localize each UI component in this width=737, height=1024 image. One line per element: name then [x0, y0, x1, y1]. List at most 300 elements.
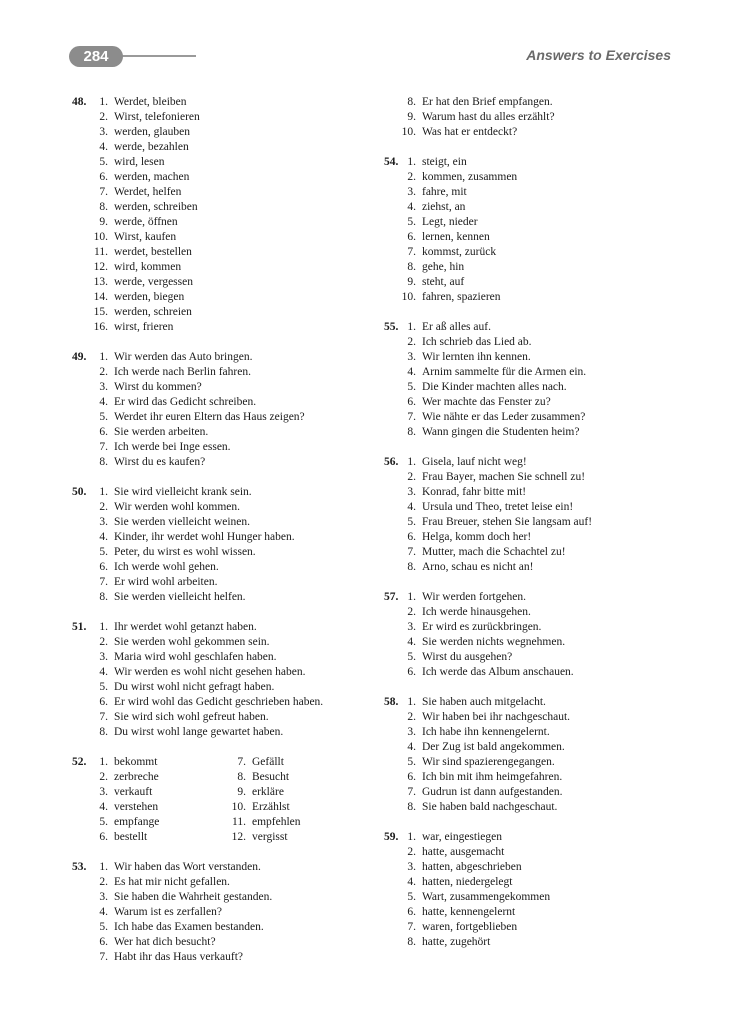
- item-text: Er wird es zurückbringen.: [422, 621, 542, 633]
- answer-pair-row: [72, 800, 372, 815]
- item-number: 5.: [407, 651, 416, 663]
- item-text: verkauft: [114, 786, 153, 798]
- answer-item: [380, 200, 680, 215]
- answer-item: [380, 725, 680, 740]
- answer-item: [380, 455, 680, 470]
- item-text: Sie werden vielleicht weinen.: [114, 516, 251, 528]
- item-text: war, eingestiegen: [422, 831, 503, 843]
- answer-item: [380, 515, 680, 530]
- answer-item: [380, 320, 680, 335]
- answer-item: [72, 710, 372, 725]
- exercise-number: 50.: [72, 486, 87, 498]
- answer-pair-row: [72, 815, 372, 830]
- item-text: Es hat mir nicht gefallen.: [114, 876, 230, 888]
- answer-item: [72, 950, 372, 965]
- item-text: Er wird wohl das Gedicht geschrieben haben.: [114, 696, 324, 708]
- item-number: 7.: [99, 711, 108, 723]
- item-text: Ich werde nach Berlin fahren.: [114, 366, 251, 378]
- item-number: 4.: [99, 531, 108, 543]
- item-text: Er aß alles auf.: [422, 321, 491, 333]
- item-text: hatte, ausgemacht: [422, 846, 505, 858]
- item-number: 4.: [99, 906, 108, 918]
- item-text: Ich werde hinausgehen.: [422, 606, 531, 618]
- answer-list: [380, 590, 680, 680]
- answer-item: [380, 650, 680, 665]
- item-number: 7.: [99, 186, 108, 198]
- answer-item: [72, 215, 372, 230]
- item-number: 8.: [407, 936, 416, 948]
- answer-item: [380, 860, 680, 875]
- answer-item: [380, 560, 680, 575]
- answer-item: [380, 785, 680, 800]
- item-text: Konrad, fahr bitte mit!: [422, 486, 527, 498]
- item-text: Gisela, lauf nicht weg!: [422, 456, 527, 468]
- answer-item: [380, 830, 680, 845]
- answer-item: [72, 170, 372, 185]
- answer-item: [72, 680, 372, 695]
- item-number: 6.: [99, 831, 108, 843]
- item-text: verstehen: [114, 801, 159, 813]
- exercise-block: [72, 620, 372, 740]
- item-number: 2.: [99, 366, 108, 378]
- item-number: 3.: [99, 651, 108, 663]
- item-number: 3.: [407, 186, 416, 198]
- item-number: 1.: [99, 486, 108, 498]
- item-number: 2.: [99, 501, 108, 513]
- answer-item: [380, 245, 680, 260]
- item-number: 4.: [407, 741, 416, 753]
- item-text: Gefällt: [252, 756, 284, 768]
- answer-list: [72, 350, 372, 470]
- item-number: 5.: [407, 381, 416, 393]
- item-text: Wir werden wohl kommen.: [114, 501, 241, 513]
- answer-item: [72, 425, 372, 440]
- item-number: 9.: [237, 786, 246, 798]
- answer-item: [72, 650, 372, 665]
- item-text: Was hat er entdeckt?: [422, 126, 518, 138]
- answer-item: [380, 530, 680, 545]
- item-text: Werdet ihr euren Eltern das Haus zeigen?: [114, 411, 305, 423]
- answer-item: [72, 575, 372, 590]
- item-text: Wer machte das Fenster zu?: [422, 396, 551, 408]
- item-number: 5.: [99, 921, 108, 933]
- exercise-block: [72, 755, 372, 845]
- item-text: erkläre: [252, 786, 284, 798]
- answer-item: [192, 830, 332, 845]
- item-number: 1.: [407, 831, 416, 843]
- item-number: 2.: [407, 846, 416, 858]
- answer-item: [380, 380, 680, 395]
- answer-item: [72, 785, 192, 800]
- answer-list: [72, 485, 372, 605]
- item-number: 10.: [231, 801, 246, 813]
- item-number: 4.: [407, 636, 416, 648]
- answer-item: [380, 95, 680, 110]
- item-number: 7.: [99, 576, 108, 588]
- item-text: lernen, kennen: [422, 231, 490, 243]
- answer-item: [380, 800, 680, 815]
- item-number: 2.: [407, 471, 416, 483]
- answer-item: [192, 800, 332, 815]
- item-number: 6.: [407, 771, 416, 783]
- answer-list: [380, 695, 680, 815]
- item-text: Wart, zusammengekommen: [422, 891, 551, 903]
- answer-item: [72, 455, 372, 470]
- answer-item: [72, 95, 372, 110]
- answer-item: [72, 770, 192, 785]
- item-number: 6.: [407, 531, 416, 543]
- exercise-number: 53.: [72, 861, 87, 873]
- item-text: Warum ist es zerfallen?: [114, 906, 222, 918]
- answer-item: [380, 845, 680, 860]
- answer-item: [72, 305, 372, 320]
- item-text: Wir haben bei ihr nachgeschaut.: [422, 711, 571, 723]
- answer-item: [72, 860, 372, 875]
- answer-item: [380, 230, 680, 245]
- answer-item: [72, 395, 372, 410]
- item-text: Werdet, helfen: [114, 186, 182, 198]
- answer-item: [380, 935, 680, 950]
- item-text: waren, fortgeblieben: [422, 921, 518, 933]
- answer-item: [72, 620, 372, 635]
- answer-list: [380, 155, 680, 305]
- item-number: 6.: [99, 561, 108, 573]
- item-text: Maria wird wohl geschlafen haben.: [114, 651, 277, 663]
- item-text: Ich werde das Album anschauen.: [422, 666, 574, 678]
- item-number: 6.: [407, 231, 416, 243]
- item-text: Helga, komm doch her!: [422, 531, 532, 543]
- exercise-block: [380, 695, 680, 815]
- answer-item: [380, 635, 680, 650]
- item-text: werden, glauben: [114, 126, 190, 138]
- item-text: wird, lesen: [114, 156, 165, 168]
- answer-item: [380, 110, 680, 125]
- item-number: 8.: [407, 426, 416, 438]
- item-number: 4.: [407, 201, 416, 213]
- item-text: fahren, spazieren: [422, 291, 501, 303]
- answer-item: [72, 485, 372, 500]
- answer-item: [380, 590, 680, 605]
- answer-item: [72, 155, 372, 170]
- item-number: 1.: [99, 621, 108, 633]
- item-number: 7.: [407, 411, 416, 423]
- item-number: 7.: [99, 951, 108, 963]
- item-text: werden, machen: [114, 171, 190, 183]
- exercise-block: [72, 485, 372, 605]
- item-number: 3.: [99, 891, 108, 903]
- exercise-number: 59.: [384, 831, 399, 843]
- item-text: Wir haben das Wort verstanden.: [114, 861, 261, 873]
- item-number: 5.: [407, 756, 416, 768]
- item-number: 8.: [237, 771, 246, 783]
- item-number: 7.: [407, 921, 416, 933]
- item-text: Ich schrieb das Lied ab.: [422, 336, 532, 348]
- item-text: werde, vergessen: [114, 276, 193, 288]
- answer-item: [72, 635, 372, 650]
- exercise-block: [380, 95, 680, 140]
- item-number: 5.: [407, 891, 416, 903]
- exercise-block: [380, 590, 680, 680]
- item-number: 6.: [407, 666, 416, 678]
- answer-item: [380, 485, 680, 500]
- answer-item: [72, 275, 372, 290]
- item-number: 8.: [407, 801, 416, 813]
- item-number: 2.: [99, 771, 108, 783]
- item-number: 3.: [99, 381, 108, 393]
- answer-item: [380, 665, 680, 680]
- answer-item: [380, 155, 680, 170]
- answer-item: [380, 470, 680, 485]
- item-number: 4.: [99, 801, 108, 813]
- answer-pair-row: [72, 755, 372, 770]
- item-number: 1.: [407, 156, 416, 168]
- item-text: Werdet, bleiben: [114, 96, 187, 108]
- answer-item: [72, 245, 372, 260]
- item-text: Du wirst wohl nicht gefragt haben.: [114, 681, 275, 693]
- item-text: Wirst du ausgehen?: [422, 651, 513, 663]
- exercise-block: [72, 860, 372, 965]
- answer-item: [380, 710, 680, 725]
- answer-item: [380, 905, 680, 920]
- item-number: 6.: [99, 426, 108, 438]
- exercise-block: [72, 350, 372, 470]
- answer-item: [72, 725, 372, 740]
- item-text: hatte, kennengelernt: [422, 906, 516, 918]
- item-number: 9.: [407, 111, 416, 123]
- item-number: 6.: [99, 171, 108, 183]
- item-text: werden, schreiben: [114, 201, 198, 213]
- item-number: 4.: [407, 876, 416, 888]
- item-number: 10.: [401, 291, 416, 303]
- item-number: 5.: [99, 681, 108, 693]
- answer-item: [72, 320, 372, 335]
- exercise-block: [380, 455, 680, 575]
- answer-item: [380, 260, 680, 275]
- item-text: empfange: [114, 816, 160, 828]
- item-number: 7.: [407, 546, 416, 558]
- item-text: Wirst du kommen?: [114, 381, 202, 393]
- answer-item: [72, 110, 372, 125]
- item-text: ziehst, an: [422, 201, 466, 213]
- page-header: [0, 0, 737, 80]
- item-text: Ursula und Theo, tretet leise ein!: [422, 501, 574, 513]
- item-text: Besucht: [252, 771, 290, 783]
- item-text: fahre, mit: [422, 186, 467, 198]
- answer-item: [72, 545, 372, 560]
- answer-item: [72, 875, 372, 890]
- answer-item: [72, 380, 372, 395]
- item-number: 8.: [407, 561, 416, 573]
- answer-item: [380, 890, 680, 905]
- answer-item: [380, 335, 680, 350]
- item-number: 6.: [407, 906, 416, 918]
- item-number: 3.: [407, 351, 416, 363]
- item-text: Sie werden vielleicht helfen.: [114, 591, 246, 603]
- answer-item: [380, 620, 680, 635]
- answer-item: [72, 185, 372, 200]
- item-text: Du wirst wohl lange gewartet haben.: [114, 726, 284, 738]
- item-number: 4.: [99, 396, 108, 408]
- answer-item: [380, 125, 680, 140]
- item-number: 6.: [99, 936, 108, 948]
- item-text: empfehlen: [252, 816, 301, 828]
- answer-item: [72, 815, 192, 830]
- answer-list: [72, 95, 372, 335]
- item-text: Wir werden es wohl nicht gesehen haben.: [114, 666, 306, 678]
- item-number: 1.: [407, 321, 416, 333]
- answer-list: [72, 755, 372, 845]
- answer-item: [72, 560, 372, 575]
- item-text: Ich habe das Examen bestanden.: [114, 921, 264, 933]
- answer-item: [72, 125, 372, 140]
- item-text: Ich habe ihn kennengelernt.: [422, 726, 550, 738]
- answer-list: [380, 455, 680, 575]
- item-number: 4.: [99, 141, 108, 153]
- answer-item: [380, 695, 680, 710]
- item-number: 5.: [99, 816, 108, 828]
- answer-item: [72, 590, 372, 605]
- item-text: Er wird das Gedicht schreiben.: [114, 396, 257, 408]
- answer-list: [380, 320, 680, 440]
- item-number: 1.: [407, 456, 416, 468]
- item-number: 12.: [93, 261, 108, 273]
- answer-item: [192, 770, 332, 785]
- item-text: Wir sind spazierengegangen.: [422, 756, 555, 768]
- item-number: 2.: [99, 636, 108, 648]
- item-text: Wirst du es kaufen?: [114, 456, 206, 468]
- item-number: 1.: [407, 591, 416, 603]
- item-number: 8.: [407, 96, 416, 108]
- item-text: werdet, bestellen: [114, 246, 192, 258]
- item-number: 6.: [407, 396, 416, 408]
- answer-item: [72, 830, 192, 845]
- answer-item: [380, 275, 680, 290]
- item-text: Peter, du wirst es wohl wissen.: [114, 546, 256, 558]
- item-number: 11.: [232, 816, 246, 828]
- item-number: 10.: [401, 126, 416, 138]
- item-text: Frau Bayer, machen Sie schnell zu!: [422, 471, 586, 483]
- answer-item: [380, 170, 680, 185]
- item-text: gehe, hin: [422, 261, 465, 273]
- item-text: Wir lernten ihn kennen.: [422, 351, 531, 363]
- item-text: Ich bin mit ihm heimgefahren.: [422, 771, 563, 783]
- exercise-number: 56.: [384, 456, 399, 468]
- answer-item: [72, 695, 372, 710]
- answer-item: [72, 440, 372, 455]
- answer-item: [380, 755, 680, 770]
- exercise-number: 52.: [72, 756, 87, 768]
- answer-pair-row: [72, 830, 372, 845]
- item-text: Kinder, ihr werdet wohl Hunger haben.: [114, 531, 295, 543]
- item-number: 4.: [99, 666, 108, 678]
- item-number: 8.: [407, 261, 416, 273]
- item-text: Sie werden arbeiten.: [114, 426, 209, 438]
- item-number: 14.: [93, 291, 108, 303]
- item-text: Ich werde bei Inge essen.: [114, 441, 231, 453]
- answer-item: [72, 665, 372, 680]
- answer-pair-row: [72, 770, 372, 785]
- item-text: Ich werde wohl gehen.: [114, 561, 219, 573]
- item-number: 5.: [99, 546, 108, 558]
- item-number: 11.: [94, 246, 108, 258]
- answer-item: [380, 500, 680, 515]
- item-number: 4.: [407, 501, 416, 513]
- answer-item: [380, 425, 680, 440]
- item-text: Wirst, telefonieren: [114, 111, 200, 123]
- item-number: 7.: [407, 786, 416, 798]
- answer-item: [192, 785, 332, 800]
- answer-item: [72, 350, 372, 365]
- item-text: bestellt: [114, 831, 148, 843]
- item-text: wirst, frieren: [114, 321, 174, 333]
- item-number: 2.: [99, 876, 108, 888]
- item-number: 9.: [99, 216, 108, 228]
- item-text: hatten, niedergelegt: [422, 876, 513, 888]
- answer-item: [380, 605, 680, 620]
- item-text: Sie haben bald nachgeschaut.: [422, 801, 558, 813]
- answer-item: [380, 740, 680, 755]
- answer-item: [380, 770, 680, 785]
- item-text: Ihr werdet wohl getanzt haben.: [114, 621, 257, 633]
- item-number: 15.: [93, 306, 108, 318]
- item-number: 8.: [99, 201, 108, 213]
- answer-item: [192, 755, 332, 770]
- item-text: Wirst, kaufen: [114, 231, 177, 243]
- answer-item: [380, 875, 680, 890]
- answer-pair-row: [72, 785, 372, 800]
- exercise-number: 54.: [384, 156, 399, 168]
- item-number: 7.: [237, 756, 246, 768]
- exercise-block: [72, 95, 372, 335]
- item-text: Erzählst: [252, 801, 290, 813]
- answer-list: [380, 95, 680, 140]
- exercise-number: 57.: [384, 591, 399, 603]
- item-text: bekommt: [114, 756, 158, 768]
- item-number: 10.: [93, 231, 108, 243]
- item-text: Wie nähte er das Leder zusammen?: [422, 411, 586, 423]
- exercise-number: 49.: [72, 351, 87, 363]
- item-text: hatten, abgeschrieben: [422, 861, 522, 873]
- item-text: Wer hat dich besucht?: [114, 936, 216, 948]
- answer-item: [72, 515, 372, 530]
- item-number: 3.: [99, 786, 108, 798]
- item-text: werden, schreien: [114, 306, 192, 318]
- answer-item: [72, 260, 372, 275]
- item-number: 3.: [407, 621, 416, 633]
- answer-item: [72, 230, 372, 245]
- item-number: 12.: [231, 831, 246, 843]
- item-text: Der Zug ist bald angekommen.: [422, 741, 565, 753]
- answer-item: [380, 290, 680, 305]
- answer-item: [72, 410, 372, 425]
- item-number: 8.: [99, 456, 108, 468]
- item-text: Habt ihr das Haus verkauft?: [114, 951, 244, 963]
- item-text: kommst, zurück: [422, 246, 497, 258]
- exercise-block: [380, 830, 680, 950]
- answer-list: [72, 620, 372, 740]
- answer-item: [72, 890, 372, 905]
- item-text: werde, bezahlen: [114, 141, 189, 153]
- item-number: 1.: [99, 351, 108, 363]
- item-number: 16.: [93, 321, 108, 333]
- item-text: Arnim sammelte für die Armen ein.: [422, 366, 587, 378]
- left-column: [72, 95, 372, 980]
- item-number: 3.: [99, 516, 108, 528]
- answer-item: [380, 545, 680, 560]
- answer-item: [380, 215, 680, 230]
- item-text: Wann gingen die Studenten heim?: [422, 426, 580, 438]
- exercise-number: 55.: [384, 321, 399, 333]
